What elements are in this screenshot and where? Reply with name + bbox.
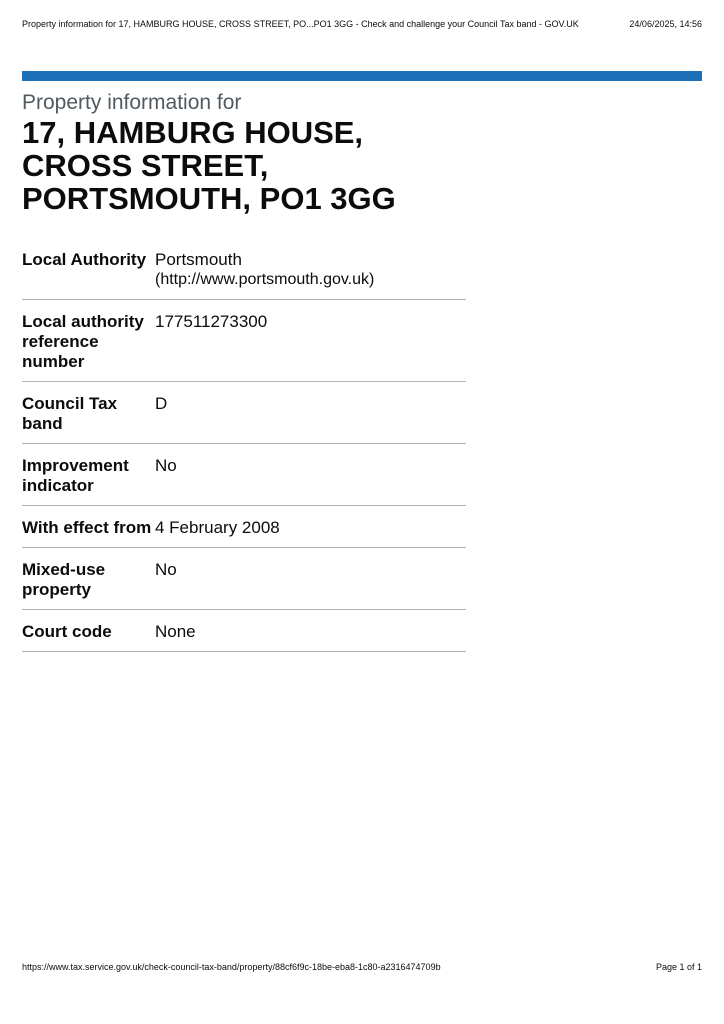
summary-row-reference-number <box>22 300 466 382</box>
summary-value: 4 February 2008 <box>155 518 280 537</box>
summary-value: None <box>155 622 196 641</box>
print-url: https://www.tax.service.gov.uk/check-council-tax-band/property/88cf6f9c-18be-eba8-1c80-a2316474709b <box>22 962 441 972</box>
summary-row-local-authority <box>22 238 466 300</box>
local-authority-name: Portsmouth <box>155 250 242 269</box>
summary-row-court-code <box>22 610 466 652</box>
local-authority-url: (http://www.portsmouth.gov.uk) <box>155 271 375 288</box>
summary-value <box>155 249 466 290</box>
summary-row-mixed-use <box>22 548 466 610</box>
property-address-heading <box>22 116 482 215</box>
print-header <box>22 19 702 33</box>
summary-key: Mixed-use property <box>22 560 106 599</box>
address-line: 17, HAMBURG HOUSE, <box>22 115 364 150</box>
print-footer <box>22 962 702 972</box>
summary-key: Local Authority <box>22 250 147 269</box>
address-line: PORTSMOUTH, PO1 3GG <box>22 181 396 216</box>
summary-key: Improvement indicator <box>22 456 129 495</box>
summary-key: Council Tax band <box>22 394 118 433</box>
accent-bar <box>22 71 702 81</box>
summary-value: No <box>155 560 177 579</box>
property-summary-list <box>22 238 466 652</box>
summary-value: D <box>155 394 168 413</box>
summary-key: Local authority reference number <box>22 312 144 371</box>
print-document-title: Property information for 17, HAMBURG HOUSE, CROSS STREET, PO...PO1 3GG - Check and challenge your Council Tax band - GOV.UK <box>22 19 579 29</box>
summary-key: Court code <box>22 622 112 641</box>
summary-key: With effect from <box>22 518 152 537</box>
print-page-number: Page 1 of 1 <box>655 962 702 972</box>
summary-row-council-tax-band <box>22 382 466 444</box>
summary-row-improvement-indicator <box>22 444 466 506</box>
address-line: CROSS STREET, <box>22 148 269 183</box>
page-caption: Property information for <box>22 91 242 114</box>
summary-row-effective-date <box>22 506 466 548</box>
print-datetime: 24/06/2025, 14:56 <box>629 19 702 29</box>
summary-value: No <box>155 456 177 475</box>
summary-value: 177511273300 <box>155 312 268 331</box>
